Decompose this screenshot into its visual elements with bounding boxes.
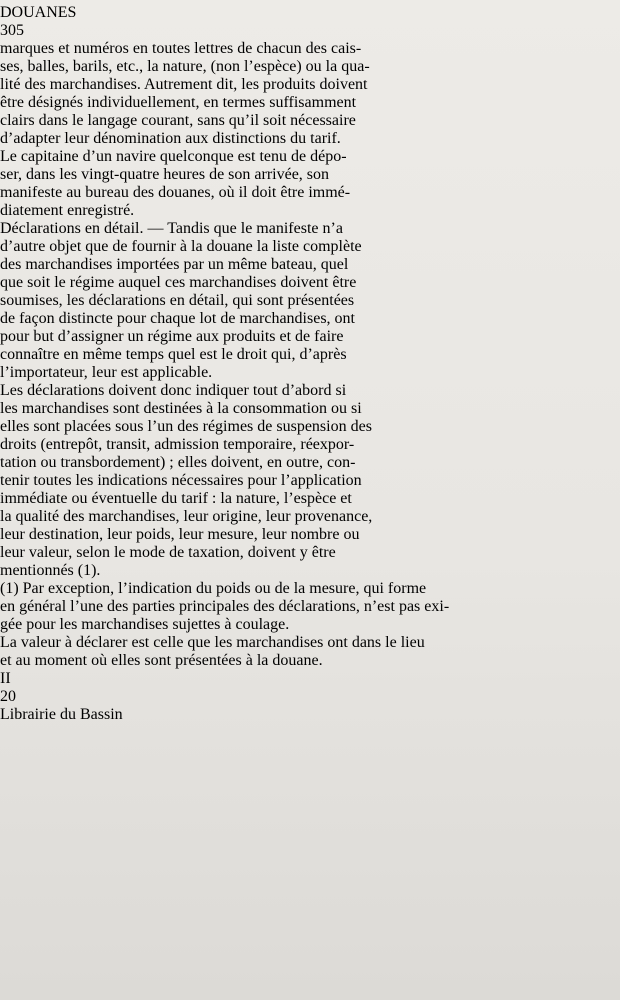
- text-line: [0, 184, 620, 202]
- text-run: soumises, les déclarations en détail, qui sont présentées: [0, 292, 355, 309]
- text-run: pour but d’assigner un régime aux produits et de faire: [0, 328, 344, 345]
- text-run: des marchandises. Autrement dit, les produits doivent: [20, 76, 368, 93]
- text-run: ses, balles, barils, etc.,: [0, 58, 148, 75]
- text-run: leur valeur, selon le mode de taxation, doivent y être: [0, 544, 336, 561]
- text-run: d’adapter leur dénomination aux distinctions du tarif.: [0, 130, 341, 147]
- text-run: diatement enregistré.: [0, 202, 135, 219]
- text-line: [0, 526, 620, 544]
- text-run: tenir toutes les indications nécessaires pour l’application: [0, 472, 362, 489]
- text-line: [0, 166, 620, 184]
- text-run: La valeur à déclarer est celle que les marchandises ont dans le lieu: [0, 634, 425, 651]
- text-line: [0, 58, 620, 76]
- text-run: l’importateur, leur est applicable.: [0, 364, 213, 381]
- text-line: [0, 580, 620, 598]
- text-run: immédiate ou éventuelle du tarif : la nature, l’espèce et: [0, 490, 352, 507]
- text-line: [0, 202, 620, 220]
- text-run: Le capitaine d’un navire quelconque est tenu de dépo-: [0, 148, 347, 165]
- text-line: [0, 40, 620, 58]
- text-run: des marchandises importées par un même bateau, quel: [0, 256, 349, 273]
- text-run: . — Tandis que le manifeste n’a: [139, 220, 343, 237]
- text-line: [0, 400, 620, 418]
- text-line: [0, 634, 620, 652]
- text-run: d’autre objet que de fournir à la douane la liste complète: [0, 238, 362, 255]
- text-run: la qualité des marchandises, leur origine, leur provenance,: [0, 508, 373, 525]
- text-run: être désignés individuellement, en termes suffisamment: [0, 94, 357, 111]
- text-run: en général l’une des parties principales des déclarations, n’est pas exi-: [0, 598, 450, 615]
- watermark: Librairie du Bassin: [0, 706, 123, 723]
- text-line: [0, 112, 620, 130]
- italic-text: l’espèce: [243, 58, 297, 75]
- text-line: [0, 328, 620, 346]
- text-run: , (non: [202, 58, 244, 75]
- text-line: [0, 472, 620, 490]
- body-text: [0, 40, 620, 580]
- italic-text: lité: [0, 76, 21, 93]
- text-run: droits (entrepôt, transit, admission temporaire, réexpor-: [0, 436, 355, 453]
- text-run: que soit le régime auquel ces marchandises doivent être: [0, 274, 357, 291]
- page-content: [0, 4, 620, 706]
- text-run: Les déclarations doivent donc indiquer tout d’abord si: [0, 382, 347, 399]
- text-line: [0, 616, 620, 634]
- paper-speck: [0, 2, 2, 4]
- text-line: [0, 544, 620, 562]
- text-line: [0, 490, 620, 508]
- text-line: [0, 418, 620, 436]
- text-line: [0, 130, 620, 148]
- italic-text: Déclarations en détail: [0, 220, 140, 237]
- text-line: [0, 148, 620, 166]
- text-run: marques et numéros en toutes lettres de chacun des cais-: [0, 40, 362, 57]
- page-number: 305: [0, 22, 24, 39]
- text-line: [0, 310, 620, 328]
- text-run: connaître en même temps quel est le droit qui, d’après: [0, 346, 347, 363]
- text-run: les marchandises sont destinées à la consommation ou si: [0, 400, 362, 417]
- facing-page-edge: [0, 0, 11, 1000]
- text-run: elles sont placées sous l’un des régimes de suspension des: [0, 418, 372, 435]
- text-line: [0, 382, 620, 400]
- text-line: [0, 346, 620, 364]
- text-run: leur destination, leur poids, leur mesure, leur nombre ou: [0, 526, 360, 543]
- italic-text: la qua-: [325, 58, 370, 75]
- text-run: mentionnés (1).: [0, 562, 101, 579]
- text-line: [0, 598, 620, 616]
- text-run: clairs dans le langage courant, sans qu’il soit nécessaire: [0, 112, 356, 129]
- text-line: [0, 508, 620, 526]
- text-line: [0, 256, 620, 274]
- text-line: [0, 76, 620, 94]
- text-line: [0, 220, 620, 238]
- footnote-text: [0, 580, 620, 670]
- italic-text: la nature: [147, 58, 203, 75]
- text-run: (1) Par exception, l’indication du poids ou de la mesure, qui forme: [0, 580, 427, 597]
- text-line: [0, 364, 620, 382]
- text-line: [0, 652, 620, 670]
- signature-mark: II: [0, 670, 11, 687]
- text-line: [0, 238, 620, 256]
- text-run: de façon distincte pour chaque lot de marchandises, ont: [0, 310, 355, 327]
- text-line: [0, 562, 620, 580]
- text-run: tation ou transbordement) ; elles doivent, en outre, con-: [0, 454, 356, 471]
- text-run: ) ou: [296, 58, 326, 75]
- text-run: manifeste au bureau des douanes, où il doit être immé-: [0, 184, 351, 201]
- text-line: [0, 94, 620, 112]
- text-line: [0, 436, 620, 454]
- text-run: gée pour les marchandises sujettes à coulage.: [0, 616, 290, 633]
- text-run: et au moment où elles sont présentées à la douane.: [0, 652, 323, 669]
- text-run: ser, dans les vingt-quatre heures de son arrivée, son: [0, 166, 330, 183]
- sheet-number-mark: 20: [0, 688, 16, 705]
- running-title: DOUANES: [0, 4, 77, 21]
- text-line: [0, 454, 620, 472]
- text-line: [0, 292, 620, 310]
- text-line: [0, 274, 620, 292]
